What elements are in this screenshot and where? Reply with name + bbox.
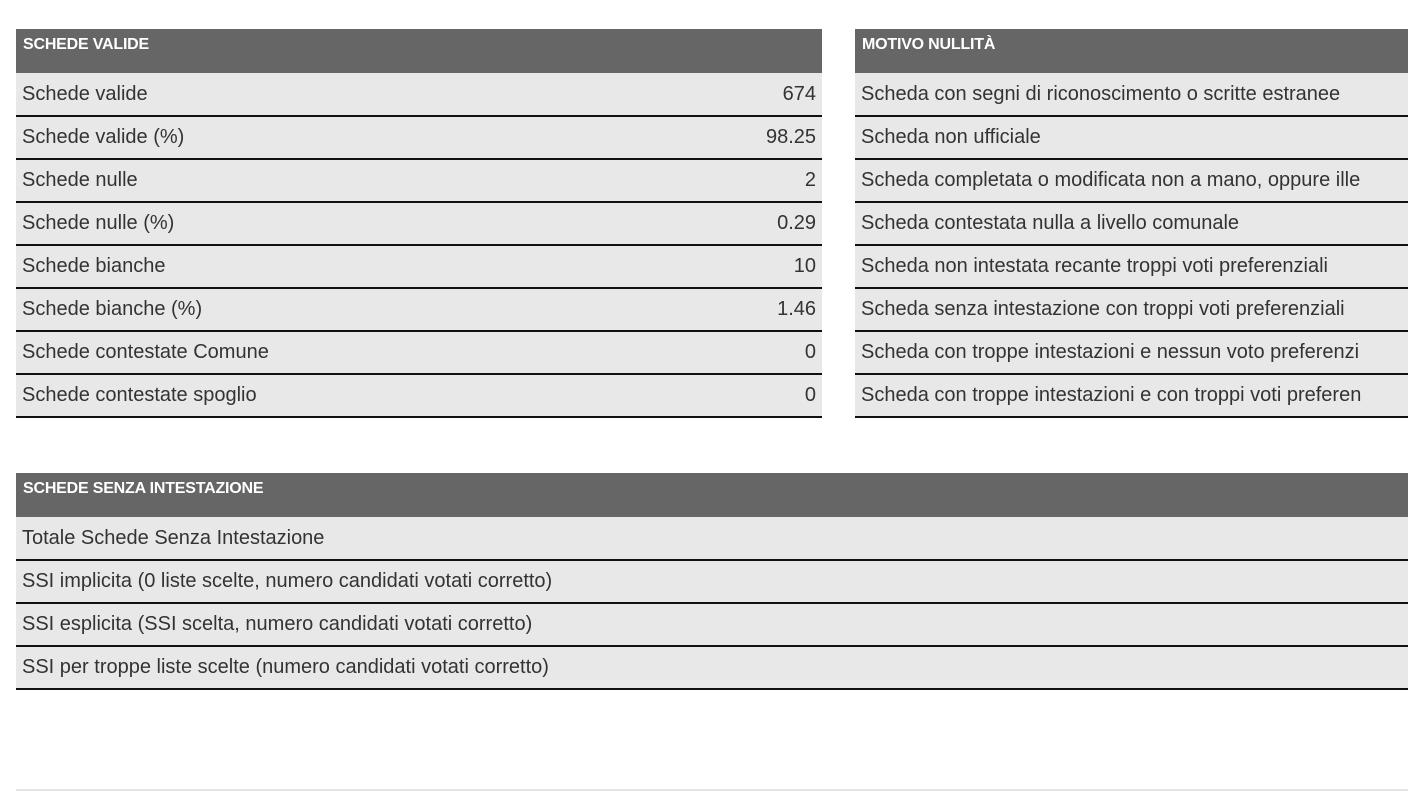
- motivo-nullita-header: MOTIVO NULLITÀ: [855, 29, 1408, 73]
- table-row: [16, 159, 822, 202]
- row-label: Scheda senza intestazione con troppi voti preferenziali: [855, 288, 1408, 331]
- row-label: Scheda con troppe intestazioni e nessun voto preferenzi: [855, 331, 1408, 374]
- row-label: SSI esplicita (SSI scelta, numero candidati votati corretto): [16, 603, 1408, 646]
- row-label: Schede contestate Comune: [16, 331, 616, 374]
- table-row: [16, 331, 822, 374]
- table-row: [16, 560, 1408, 603]
- row-value: 0: [616, 374, 822, 417]
- row-value: 2: [616, 159, 822, 202]
- table-row: [855, 245, 1408, 288]
- row-label: Scheda con segni di riconoscimento o scritte estranee: [855, 73, 1408, 116]
- table-row: [16, 646, 1408, 689]
- table-row: [855, 116, 1408, 159]
- table-row: [855, 159, 1408, 202]
- schede-senza-intestazione-table: [16, 473, 1408, 690]
- table-row: [16, 245, 822, 288]
- table-row: [16, 288, 822, 331]
- row-value: 0: [616, 331, 822, 374]
- table-row: [16, 73, 822, 116]
- row-label: Scheda contestata nulla a livello comunale: [855, 202, 1408, 245]
- row-value: 1.46: [616, 288, 822, 331]
- row-label: Totale Schede Senza Intestazione: [16, 517, 1408, 560]
- table-row: [16, 374, 822, 417]
- row-label: Scheda non intestata recante troppi voti preferenziali: [855, 245, 1408, 288]
- table-header-row: [855, 29, 1408, 73]
- row-label: Schede nulle (%): [16, 202, 616, 245]
- row-label: Schede contestate spoglio: [16, 374, 616, 417]
- row-label: Scheda completata o modificata non a mano, oppure ille: [855, 159, 1408, 202]
- schede-senza-intestazione-header: SCHEDE SENZA INTESTAZIONE: [16, 473, 1408, 517]
- row-label: SSI implicita (0 liste scelte, numero candidati votati corretto): [16, 560, 1408, 603]
- footer-divider: [16, 789, 1408, 791]
- table-row: [855, 288, 1408, 331]
- table-row: [855, 73, 1408, 116]
- table-row: [855, 202, 1408, 245]
- table-row: [16, 116, 822, 159]
- row-label: Scheda non ufficiale: [855, 116, 1408, 159]
- row-label: Schede bianche: [16, 245, 616, 288]
- row-value: 0.29: [616, 202, 822, 245]
- table-header-row: [16, 29, 822, 73]
- row-label: Schede valide: [16, 73, 616, 116]
- row-value: 98.25: [616, 116, 822, 159]
- row-label: Schede bianche (%): [16, 288, 616, 331]
- row-label: Schede valide (%): [16, 116, 616, 159]
- row-label: Schede nulle: [16, 159, 616, 202]
- table-header-row: [16, 473, 1408, 517]
- table-row: [16, 517, 1408, 560]
- schede-valide-header: SCHEDE VALIDE: [16, 29, 822, 73]
- table-row: [16, 202, 822, 245]
- motivo-nullita-table: [855, 29, 1408, 418]
- row-value: 10: [616, 245, 822, 288]
- schede-valide-table: [16, 29, 822, 418]
- table-row: [855, 374, 1408, 417]
- row-label: Scheda con troppe intestazioni e con troppi voti preferen: [855, 374, 1408, 417]
- row-value: 674: [616, 73, 822, 116]
- table-row: [16, 603, 1408, 646]
- table-row: [855, 331, 1408, 374]
- row-label: SSI per troppe liste scelte (numero candidati votati corretto): [16, 646, 1408, 689]
